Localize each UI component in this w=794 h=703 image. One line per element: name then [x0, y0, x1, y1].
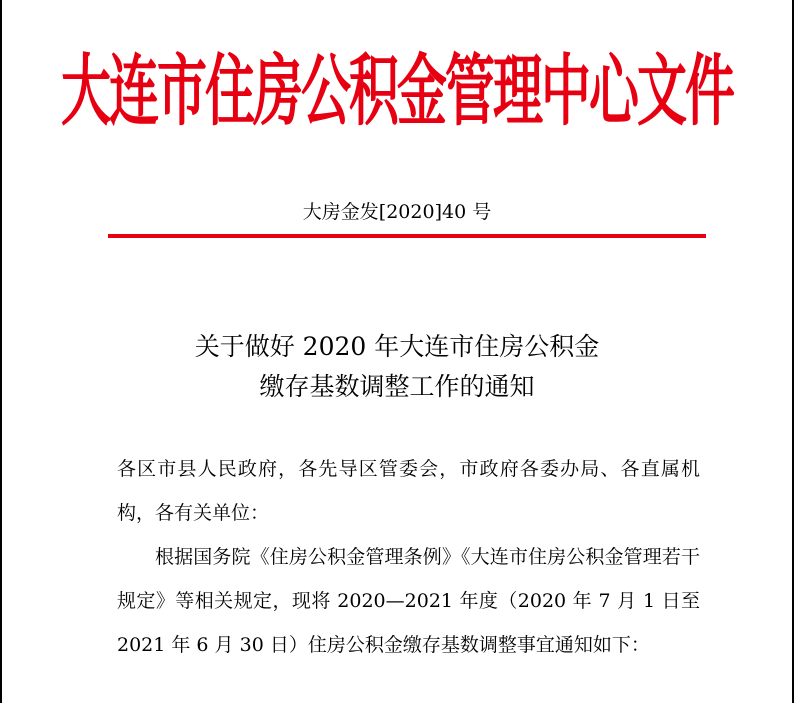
notice-title-line-1: 关于做好 2020 年大连市住房公积金: [194, 332, 600, 361]
document-number: 大房金发[2020]40 号: [302, 201, 492, 223]
notice-body: [117, 447, 700, 667]
red-separator-line: [108, 234, 706, 238]
issuing-authority-header: 大连市住房公积金管理中心文件: [61, 46, 733, 136]
notice-title-line-2: 缴存基数调整工作的通知: [259, 372, 535, 401]
notice-title: [0, 327, 794, 407]
addressee-paragraph: 各区市县人民政府，各先导区管委会，市政府各委办局、各直属机构，各有关单位：: [117, 458, 700, 524]
body-paragraph-1: 根据国务院《住房公积金管理条例》《大连市住房公积金管理若干规定》等相关规定，现将 2020—2021 年度（2020 年 7 月 1 日至 2021 年 6 月 30 日）住房公积金缴存基数调整事宜通知如下：: [117, 546, 700, 656]
